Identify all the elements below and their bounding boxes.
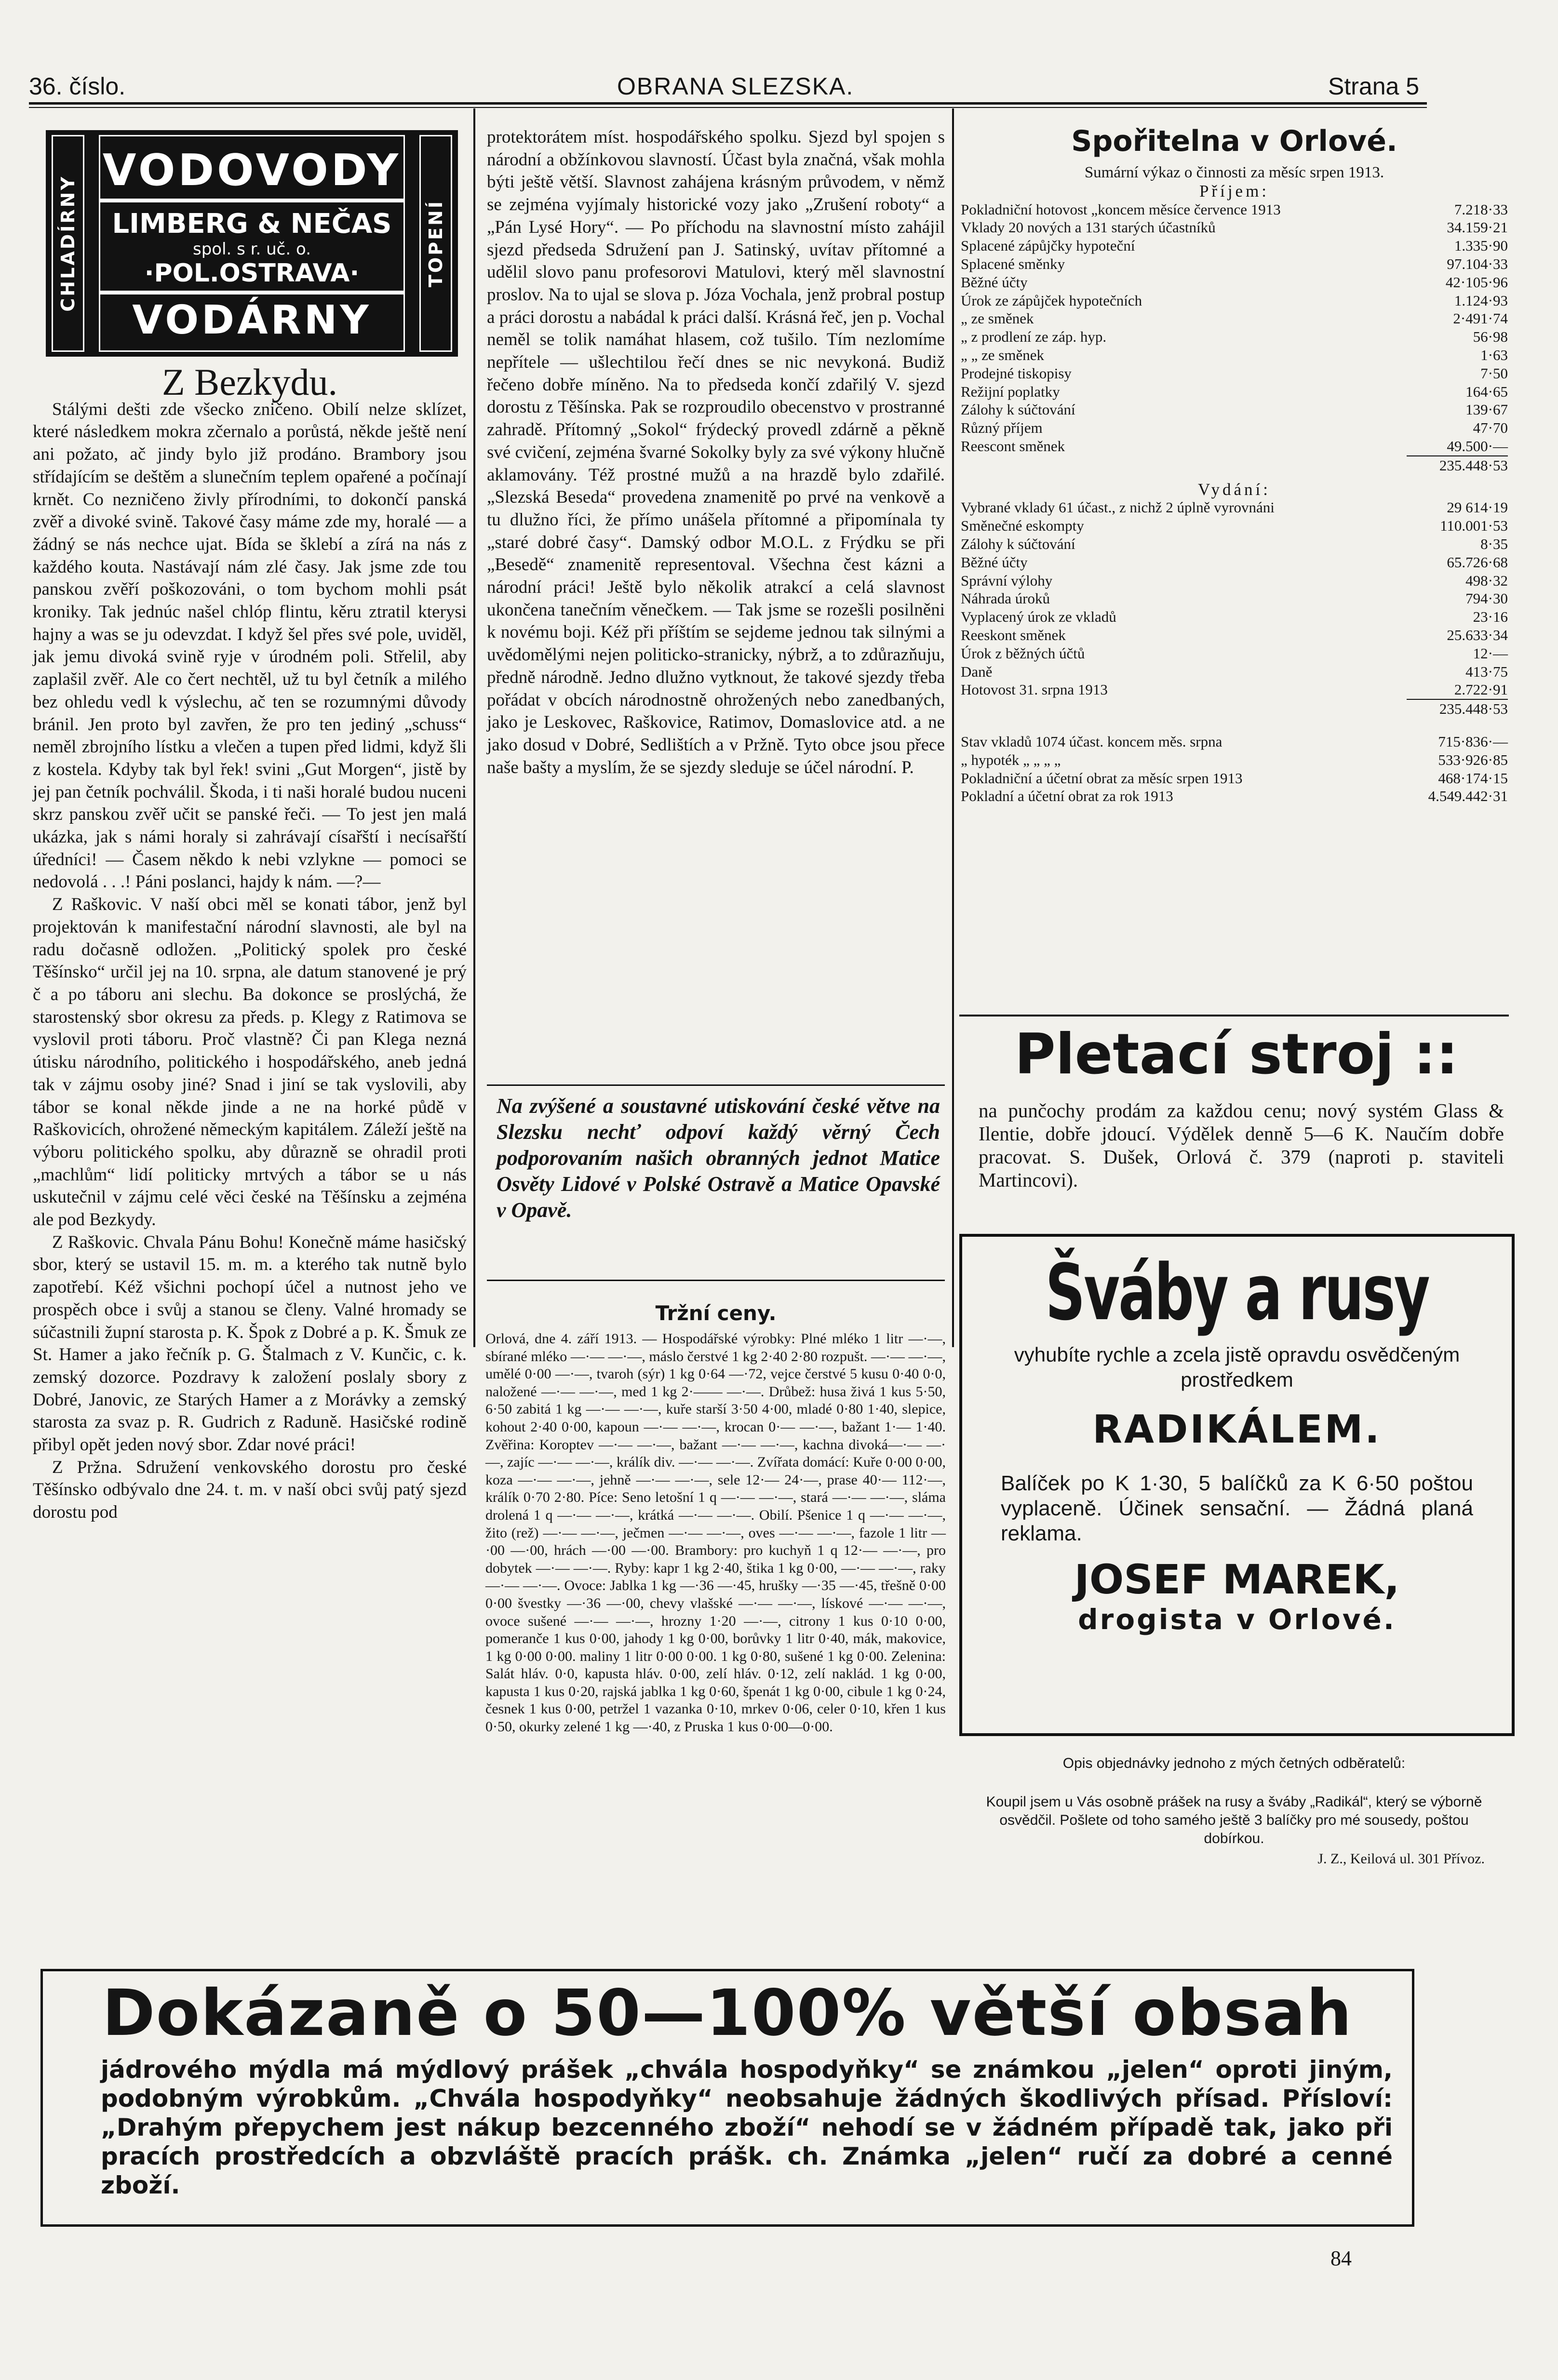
page-number: Strana 5 bbox=[1328, 73, 1420, 100]
income-row bbox=[961, 383, 1508, 401]
summary-value: 715·836·— bbox=[1438, 733, 1508, 750]
ad-svaby-sign: J. Z., Keilová ul. 301 Přívoz. bbox=[1317, 1851, 1485, 1867]
income-row bbox=[961, 364, 1508, 383]
income-value: 2·491·74 bbox=[1453, 310, 1508, 327]
ad-center bbox=[99, 135, 405, 352]
expense-label: Zálohy k súčtování bbox=[961, 535, 1075, 552]
newspaper-title: OBRANA SLEZSKA. bbox=[617, 73, 854, 100]
expense-value: 23·16 bbox=[1473, 608, 1508, 626]
income-label: „ „ ze směnek bbox=[961, 346, 1044, 363]
ad-side-left: CHLADÍRNY bbox=[52, 135, 84, 352]
income-row bbox=[961, 292, 1508, 310]
income-value: 42·105·96 bbox=[1445, 273, 1508, 291]
expense-label: Směnečné eskompty bbox=[961, 517, 1084, 535]
income-row bbox=[961, 419, 1508, 437]
expense-row bbox=[961, 517, 1508, 535]
article-paragraph: protektorátem míst. hospodářského spolku. Sjezd byl spojen s národní a obžínkovou slavností. Účast byla značná, však mohla býti ještě větší. Slavnost zahájena krásným průvodem, v němž se zejména vyjímaly historické vozy jako „Zrušení roboty“ a „Pán Lysé Hory“. — Po příchodu na slavnostní místo zahájil sjezd předseda Sdružení pan J. Satinský, uvítav přítomné a udělil slovo panu profesorovi Matulovi, který měl slavnostní proslov. Na to ujal se slova p. Józa Vochala, jenž probral postup a práci dorostu a nabádal k práci další. Krásná řeč, jen p. Vochal neměl se tolik namáhat hlasem, což tušilo. Tím nezlomíme nepřítele — ušlechtilou řečí dnes se nic nevykoná. Budiž řečeno dobře míněno. Na to předseda končí zdařilý V. sjezd dorostu z Těšínska. Pak se rozproudilo obecenstvo v prostranné zahradě. Přítomný „Sokol“ frýdecký provedl zdárně a pěkně své cvičení, zejména švarné Sokolky byly za své výkony hlučně aklamovány. Též prostné mužů a na hrazdě bylo zdařilé. „Slezská Beseda“ provedena znamenitě po prvé na venkově a tu dlužno říci, že přímo unášela přítomné a připomínala ty „staré dobré časy“. Damský odbor M.O.L. z Frýdku se při „Besedě“ znamenitě representoval. Všechna čest kázni a národní práci! Ještě bylo několik atrakcí a celá slavnost ukončena tanečním věnečkem. — Tak jsme se rozešli posilněni k novému boji. Kéž při příštím se sejdeme jednou tak silnými a uvědomělými nejen politicko-stranicky, nýbrž, a to zdůrazňuju, předně národně. Jedno dlužno vytknout, že takové sjezdy třeba pořádat v obcích národnostně ohrožených nebo zanedbaných, jako je Leskovec, Raškovice, Ratimov, Domaslovice atd. a ne jako dosud v Dobré, Sedlištích a v Pržně. Tyto obce jsou přece naše bašty a myslím, že se sjezdy sleduje se účel národní. P. bbox=[487, 127, 945, 777]
page-folio: 84 bbox=[1330, 2246, 1352, 2270]
income-label: „ z prodlení ze záp. hyp. bbox=[961, 328, 1107, 346]
income-row bbox=[961, 273, 1508, 292]
income-row bbox=[961, 328, 1508, 346]
ad-bottom-box bbox=[40, 1969, 1414, 2227]
ad-firm: LIMBERG & NEČAS bbox=[112, 208, 392, 240]
expense-label: Vyplacený úrok ze vkladů bbox=[961, 608, 1116, 626]
expense-row bbox=[961, 663, 1508, 681]
ad-vodovody bbox=[46, 130, 458, 357]
article-title-bezkydy: Z Bezkydu. bbox=[162, 361, 337, 403]
income-row bbox=[961, 255, 1508, 273]
income-value: 34.159·21 bbox=[1447, 219, 1508, 236]
income-row bbox=[961, 201, 1508, 219]
income-row bbox=[961, 437, 1508, 455]
ad-svaby-price: Balíček po K 1·30, 5 balíčků za K 6·50 poštou vyplaceně. Účinek sensační. — Žádná planá reklama. bbox=[1001, 1471, 1473, 1545]
summary-label: „ hypoték „ „ „ „ bbox=[961, 751, 1061, 768]
income-row bbox=[961, 218, 1508, 237]
income-total: 235.448·53 bbox=[1407, 455, 1508, 475]
article-paragraph: Z Raškovic. Chvala Pánu Bohu! Konečně máme hasičský sbor, který se ustavil 15. m. m. a kterého tak nutně bylo zapotřebí. Kéž všichni pochopí účel a nutnost jeho ve prospěch obce i svůj a stanou se členy. Valné hromady se súčastnili župní starosta p. K. Špok z Dobré a p. K. Šmuk ze St. Hamer a jako řečník p. G. Štalmach z V. Kunčic, c. k. zemský dozorce. Pozdravy k založení poslaly sbory z Dobré, Janovic, ze Starých Hamer a z Morávky a zemský starosta za svaz p. R. Gudrich z Raduně. Hasičské rodině přibyl opět jeden nový sbor. Zdar nové práci! bbox=[33, 1232, 467, 1455]
income-value: 139·67 bbox=[1465, 401, 1508, 418]
ad-vodovody-title: VODOVODY bbox=[102, 145, 402, 196]
sporitelna-subtitle: Sumární výkaz o činnosti za měsíc srpen 1913. bbox=[1084, 164, 1384, 181]
expense-heading: Vydání: bbox=[1198, 480, 1271, 499]
appeal-text: Na zvýšené a soustavné utiskování české větve na Slezsku nechť odpoví každý věrný Čech podporovaním našich obranných jednot Matice Osvěty Lidové v Polské Ostravě a Matice Opavské v Opavě. bbox=[497, 1094, 940, 1222]
header-rule-thin bbox=[29, 107, 1427, 108]
ad-bottom-text: jádrového mýdla má mýdlový prášek „chvála hospodyňky“ se známkou „jelen“ oproti jiným, podobným výrobkům. „Chvála hospodyňky“ neobsahuje žádných škodlivých přísad. Přísloví: „Drahým přepychem jest nákup bezcenného zboží“ nehodí se v žádném případě tak, jako při pracích prostředcích a obzvláště pracích prášk. ch. Známka „jelen“ ručí za dobré a cenné zboží. bbox=[101, 2056, 1393, 2199]
expense-label: Běžné účty bbox=[961, 553, 1028, 571]
income-label: Vklady 20 nových a 131 starých účastníků bbox=[961, 219, 1216, 236]
income-label: Splacené směnky bbox=[961, 255, 1065, 272]
ad-svaby-title: Šváby a rusy bbox=[1045, 1247, 1429, 1337]
income-value: 1.335·90 bbox=[1454, 237, 1508, 254]
market-title: Tržní ceny. bbox=[655, 1301, 777, 1325]
income-heading: Příjem: bbox=[1199, 181, 1270, 201]
income-label: Zálohy k súčtování bbox=[961, 401, 1075, 418]
summary-label: Stav vkladů 1074 účast. koncem měs. srpna bbox=[961, 733, 1222, 750]
expense-label: Daně bbox=[961, 663, 993, 680]
summary-row bbox=[961, 787, 1508, 805]
expense-row bbox=[961, 553, 1508, 572]
ad-svaby-note-head: Opis objednávky jednoho z mých četných odběratelů: bbox=[1062, 1755, 1406, 1771]
ad-svaby-seller: JOSEF MAREK, bbox=[1074, 1556, 1400, 1603]
income-label: Běžné účty bbox=[961, 273, 1028, 291]
appeal-rule-top bbox=[487, 1084, 945, 1086]
expense-value: 2.722·91 bbox=[1454, 681, 1508, 698]
article-paragraph: Z Pržna. Sdružení venkovského dorostu pro české Těšínsko odbývalo dne 24. t. m. v naší obci svůj patý sjezd dorostu pod bbox=[33, 1457, 467, 1523]
ad-svaby-box bbox=[959, 1234, 1515, 1736]
income-label: Pokladniční hotovost „koncem měsíce července 1913 bbox=[961, 201, 1281, 218]
income-row bbox=[961, 237, 1508, 255]
expense-value: 8·35 bbox=[1480, 535, 1508, 552]
income-label: Prodejné tiskopisy bbox=[961, 364, 1072, 382]
income-value: 1·63 bbox=[1480, 346, 1508, 363]
income-label: Reescont směnek bbox=[961, 437, 1065, 455]
summary-label: Pokladniční a účetní obrat za měsíc srpen 1913 bbox=[961, 769, 1243, 787]
ad-svaby-product: RADIKÁLEM. bbox=[1092, 1407, 1382, 1452]
ad-city: ·POL.OSTRAVA· bbox=[144, 259, 360, 288]
summary-value: 4.549.442·31 bbox=[1428, 788, 1508, 805]
income-label: „ ze směnek bbox=[961, 310, 1034, 327]
expense-value: 498·32 bbox=[1465, 572, 1508, 589]
income-label: Různý příjem bbox=[961, 419, 1043, 437]
sporitelna-statement bbox=[961, 164, 1508, 805]
expense-value: 110.001·53 bbox=[1440, 517, 1508, 535]
expense-label: Vybrané vklady 61 účast., z nichž 2 úplně vyrovnáni bbox=[961, 499, 1275, 516]
income-label: Režijní poplatky bbox=[961, 383, 1060, 400]
expense-value: 12·— bbox=[1473, 644, 1508, 662]
market-prices: Orlová, dne 4. září 1913. — Hospodářské výrobky: Plné mléko 1 litr —·—, sbírané mléko —·— —·—, máslo čerstvé 1 kg 2·40 2·80 rozpušt. —·— —·—, umělé 0·00 —·—, tvaroh (sýr) 1 kg 0·64 —·72, vejce čerstvé 5 kusu 0·40 0·0, naložené —·— —·—, med 1 kg 2·—— —·—. Drůbež: husa živá 1 kus 5·50, 6·50 zabitá 1 kg —·— —·—, kuře starší 3·50 4·00, mladé 0·80 1·40, slepice, kohout 2·40 0·00, kapoun —·— —·—, krocan 0·— —·—, bažant 1·— 1·40. Zvěřina: Koroptev —·— —·—, bažant —·— —·—, kachna divoká—·— —·—, zajíc —·— —·—, králík div. —·— —·—. Zvířata domácí: Kuře 0·00 0·00, koza —·— —·—, jehně —·— —·—, sele 12·— 24·—, prase 40·— 112·—, králík 0·70 2·80. Píce: Seno letošní 1 q —·— —·—, stará —·— —·—, sláma drolená 1 q —·— —·—, krátká —·— —·—. Obilí. Pšenice 1 q —·— —·—, žito (rež) —·— —·—, ječmen —·— —·—, oves —·— —·—, fazole 1 litr —·00 —·00, hrách —·00 —·00. Brambory: pro kuchyň 1 q 12·— —·—, pro dobytek —·— —·—. Ryby: kapr 1 kg 2·40, štika 1 kg 0·00, —·— —·—, raky —·— —·—. Ovoce: Jablka 1 kg —·36 —·45, hrušky —·35 —·45, třešně 0·00 0·00 švestky —·36 —·00, chevy vlašské —·— —·—, lískové —·— —·—, ovoce sušené —·— —·—, hrozny 1·20 —·—, citrony 1 kus 0·10 0·00, pomeranče 1 kus 0·00, jahody 1 kg 0·00, borůvky 1 litr 0·40, mák, makovice, 1 kg 0·00 0·00. maliny 1 litr 0·00 0·00. 1 kg 0·80, sušené 1 kg 0·00. Zelenina: Salát hláv. 0·0, kapusta hláv. 0·00, zelí hláv. 0·12, zelí naklád. 1 kg 0·00, kapusta 1 kus 0·20, rajská jablka 1 kg 0·60, špenát 1 kg 0·00, cibule 1 kg 0·24, česnek 1 kus 0·00, petržel 1 vazanka 0·10, mrkev 0·06, celer 0·10, křen 1 kus 0·50, okurky zelené 1 kg —·40, z Pruska 1 kus 0·00—0·00. bbox=[485, 1331, 946, 1735]
ad-pletaci-text: na punčochy prodám za každou cenu; nový systém Glass & Ilentie, dobře jdoucí. Výdělek denně 5—6 K. Naučím dobře pracovat. S. Dušek, Orlová č. 379 (naproti p. staviteli Martincovi). bbox=[979, 1099, 1504, 1191]
ad-side-right: TOPENÍ bbox=[419, 135, 452, 352]
expense-row bbox=[961, 535, 1508, 553]
sporitelna-title: Spořitelna v Orlové. bbox=[1071, 124, 1397, 158]
expense-row bbox=[961, 644, 1508, 663]
summary-value: 468·174·15 bbox=[1438, 769, 1508, 787]
summary-row bbox=[961, 751, 1508, 769]
column-rule-1 bbox=[473, 108, 475, 1347]
summary-row bbox=[961, 733, 1508, 751]
ad-vodarny-title: VODÁRNY bbox=[132, 297, 372, 343]
appeal-rule-bottom bbox=[487, 1280, 945, 1281]
expense-row bbox=[961, 572, 1508, 590]
column-2 bbox=[487, 126, 945, 1085]
expense-label: Úrok z běžných účtů bbox=[961, 644, 1085, 662]
income-row bbox=[961, 401, 1508, 419]
ad-bottom-headline: Dokázaně o 50—100% větší obsah bbox=[102, 1976, 1353, 2050]
income-label: Úrok ze zápůjček hypotečních bbox=[961, 292, 1142, 309]
ad-separator bbox=[959, 1015, 1509, 1016]
header-rule bbox=[29, 102, 1427, 105]
ad-svaby-note: Koupil jsem u Vás osobně prášek na rusy a šváby „Radikál“, který se výborně osvědčil. Pošlete od toho samého ještě 3 balíčky pro mé sousedy, poštou dobírkou. bbox=[986, 1794, 1482, 1846]
income-value: 97.104·33 bbox=[1447, 255, 1508, 272]
column-1 bbox=[33, 361, 467, 1523]
income-value: 56·98 bbox=[1473, 328, 1508, 346]
ad-svaby-seller-place: drogista v Orlové. bbox=[1078, 1603, 1396, 1636]
ad-svaby-text: vyhubíte rychle a zcela jistě opravdu osvědčeným prostředkem bbox=[1014, 1343, 1460, 1391]
income-row bbox=[961, 346, 1508, 364]
income-row bbox=[961, 309, 1508, 328]
income-label: Splacené zápůjčky hypoteční bbox=[961, 237, 1135, 254]
column-rule-2 bbox=[952, 108, 954, 1347]
expense-label: Náhrada úroků bbox=[961, 590, 1050, 607]
expense-label: Hotovost 31. srpna 1913 bbox=[961, 681, 1108, 698]
ad-pletaci-title: Pletací stroj :: bbox=[1014, 1022, 1459, 1087]
expense-total: 235.448·53 bbox=[1407, 699, 1508, 718]
income-value: 7.218·33 bbox=[1454, 201, 1508, 218]
article-paragraph: Stálými dešti zde všecko zničeno. Obilí nelze sklízet, které následkem mokra zčernalo a porůstá, někde ještě není ani požato, ač jindy bylo již prodáno. Brambory jsou střídajícím se deštěm a slunečním teplem opařené a počínají krnět. Co nezničeno živly přírodními, to dokončí panská zvěř a divoké svině. Takové časy máme zde my, horalé — a žádný se nás nechce ujat. Bída se šklebí a zírá na nás z každého kouta. Nastávají nám zlé časy. Jak jsme zde tou panskou zvěří poškozováni, o tom bychom mohli psát kroniky. Tak jednúc našel chlóp flintu, kěru ztratil kterysi hajny a was se ju odevzdat. I když šel přes své pole, uviděl, jak jemu divoká svině ryje v úrodném poli. Střelil, aby zaplašil zvěř. Ale co čert nechtěl, už tu byl četník a milého bez ohledu vedl k výslechu, ač ten se rozumnými důvody bránil. Jen proto byl zavřen, že pro ten jediný „schuss“ neměl zbrojního lístku a vlečen a tupen před lidmi, když šli z kostela. Kdyby tak byl řek! svini „Gut Morgen“, jistě by jej pan četník pochválil. Škoda, i ti naši horalé budou nuceni skrz panskou zvěř učit se panské řeči. — To jest jen malá ukázka, jak s námi horaly si zahrávají císařští i necísařští úředníci! — Časem někdo k nebi vzlykne — pomoci se nedovolá . . .! Páni poslanci, hajdy k nám. —?— bbox=[33, 399, 467, 892]
expense-row bbox=[961, 608, 1508, 626]
expense-value: 25.633·34 bbox=[1447, 626, 1508, 643]
summary-label: Pokladní a účetní obrat za rok 1913 bbox=[961, 788, 1173, 805]
expense-row bbox=[961, 589, 1508, 608]
income-value: 7·50 bbox=[1480, 364, 1508, 382]
expense-value: 413·75 bbox=[1465, 663, 1508, 680]
income-value: 164·65 bbox=[1465, 383, 1508, 400]
expense-row bbox=[961, 626, 1508, 644]
expense-label: Správní výlohy bbox=[961, 572, 1053, 589]
income-value: 49.500·— bbox=[1447, 437, 1508, 455]
summary-value: 533·926·85 bbox=[1438, 751, 1508, 768]
article-paragraph: Z Raškovic. V naší obci měl se konati tábor, jenž byl projektován k manifestační národní slavnosti, ale byl na radu dočasně odložen. „Politický spolek pro české Těšínsko“ určil jej na 10. srpna, ale datum stanovené je prý č a po táboru ani slechu. Ba dokonce se proslýchá, že starostenský sbor okresu za předs. p. Klegy z Ratimova se vyslovil proti táboru. Proč vlastně? Či pan Klega nezná útisku národního, politického i hospodářského, aneb jedná tak v zájmu osoby jiné? Snad i jiní se tak vyslovili, aby tábor se konal někde jinde a ne na horké půdě v Raškovicích, ohrožené německým kapitálem. Záleží ještě na výboru politického spolku, aby důrazně se ohradil proti „machlům“ lidí politicky mrtvých a tábor se u nás uskutečnil v zájmu celé věci české na Těšínsku a zejména ale pod Bezkydy. bbox=[33, 895, 467, 1230]
expense-value: 65.726·68 bbox=[1447, 553, 1508, 571]
expense-row bbox=[961, 681, 1508, 699]
summary-row bbox=[961, 769, 1508, 788]
income-value: 47·70 bbox=[1473, 419, 1508, 437]
ad-firm-type: spol. s r. uč. o. bbox=[192, 240, 311, 259]
expense-label: Reeskont směnek bbox=[961, 626, 1066, 643]
income-value: 1.124·93 bbox=[1454, 292, 1508, 309]
expense-row bbox=[961, 498, 1508, 517]
issue-number: 36. číslo. bbox=[29, 73, 126, 100]
expense-value: 29 614·19 bbox=[1447, 499, 1508, 516]
expense-value: 794·30 bbox=[1465, 590, 1508, 607]
